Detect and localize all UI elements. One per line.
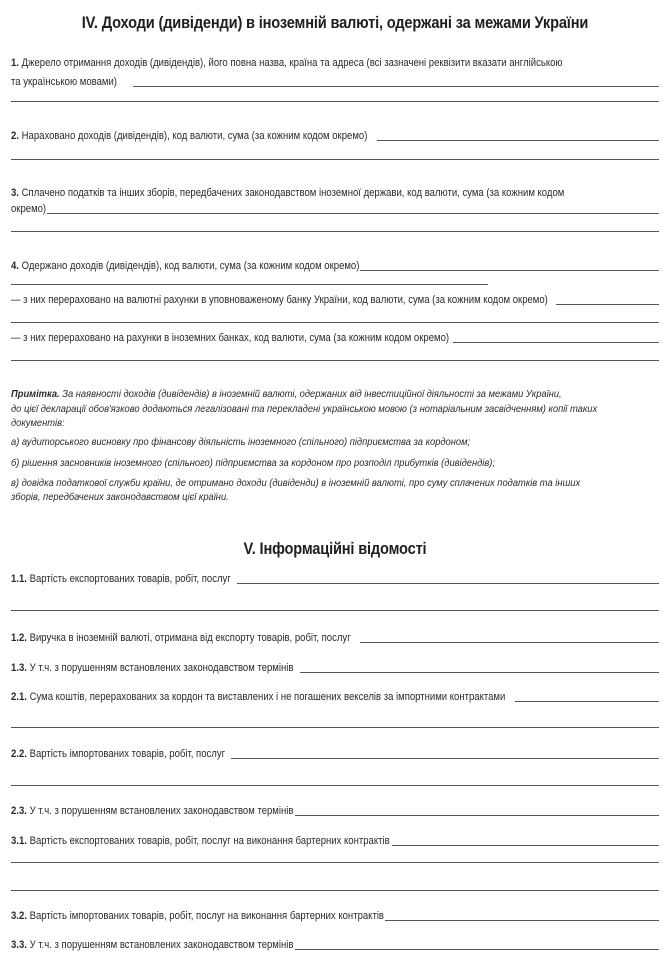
item-5-2-2-input[interactable] xyxy=(231,748,659,759)
item-5-1-2-input[interactable] xyxy=(360,632,659,643)
item-5-2-3-input[interactable] xyxy=(295,805,659,816)
note-item-b: б) рішення засновників іноземного (спільного) підприємства за кордоном про розподіл прибутків (дивідендів); xyxy=(11,458,495,469)
note-label: Примітка. xyxy=(11,389,60,400)
item-4-1-input[interactable] xyxy=(133,76,659,87)
item-5-2-2-field[interactable]: 2.2. Вартість імпортованих товарів, робіт, послуг xyxy=(11,747,659,761)
item-4-4-extra-line[interactable] xyxy=(11,284,488,285)
item-5-1-3-input[interactable] xyxy=(300,662,659,673)
item-5-2-2-extra-line[interactable] xyxy=(11,785,659,786)
item-5-2-1-field[interactable]: 2.1. Сума коштів, перерахованих за кордон та виставлених і не погашених векселів за імпортними контрактами xyxy=(11,690,659,704)
item-4-3-label-line1: 3. Сплачено податків та інших зборів, передбачених законодавством іноземної держави, код валюти, сума (за кожним кодом xyxy=(11,187,565,199)
item-number: 1. xyxy=(11,57,19,69)
item-5-3-3-field[interactable]: 3.3. У т.ч. з порушенням встановлених законодавством термінів xyxy=(11,938,659,952)
note-line-2: до цієї декларації обов'язково додаються легалізовані та перекладені українською мовою (з нотаріальним засвідченням) копії таких xyxy=(11,404,598,415)
item-4-4-sub1-input[interactable] xyxy=(556,294,660,305)
item-4-4-sub1-field[interactable]: — з них перераховано на валютні рахунки в уповноваженому банку України, код валюти, сума (за кожним кодом окремо) xyxy=(11,293,659,307)
note-line-3: документів: xyxy=(11,418,65,429)
item-5-2-3-field[interactable]: 2.3. У т.ч. з порушенням встановлених законодавством термінів xyxy=(11,804,659,818)
item-4-4-field[interactable]: 4. Одержано доходів (дивідендів), код валюти, сума (за кожним кодом окремо) xyxy=(11,259,659,273)
item-5-3-1-extra-line-2[interactable] xyxy=(11,890,659,891)
item-4-3-field[interactable]: окремо) xyxy=(11,202,659,216)
item-5-2-1-input[interactable] xyxy=(515,691,659,702)
item-5-2-1-extra-line[interactable] xyxy=(11,727,659,728)
item-4-3-input[interactable] xyxy=(47,203,659,214)
note-item-c-line1: в) довідка податкової служби країни, де отримано доходи (дивіденди) в іноземній валюті, про суму сплачених податків та інших xyxy=(11,478,581,489)
note-item-c-line2: зборів, передбачених законодавством цієї країни. xyxy=(11,492,229,503)
section-4-title: IV. Доходи (дивіденди) в іноземній валюті, одержані за межами України xyxy=(81,13,589,32)
item-5-1-3-field[interactable]: 1.3. У т.ч. з порушенням встановлених законодавством термінів xyxy=(11,661,659,675)
item-5-3-3-input[interactable] xyxy=(295,939,659,950)
item-5-3-2-field[interactable]: 3.2. Вартість імпортованих товарів, робіт, послуг на виконання бартерних контрактів xyxy=(11,909,659,923)
item-4-2-field[interactable]: 2. Нараховано доходів (дивідендів), код валюти, сума (за кожним кодом окремо) xyxy=(11,129,659,143)
item-4-4-input[interactable] xyxy=(360,260,659,271)
section-5-title: V. Інформаційні відомості xyxy=(243,539,427,558)
item-5-3-1-input[interactable] xyxy=(392,835,659,846)
note-item-a: а) аудиторського висновку про фінансову діяльність іноземного (спільного) підприємства за кордоном; xyxy=(11,437,471,448)
item-4-2-extra-line[interactable] xyxy=(11,159,659,160)
item-4-1-field[interactable]: та українською мовами) xyxy=(11,75,659,89)
item-5-3-1-field[interactable]: 3.1. Вартість експортованих товарів, робіт, послуг на виконання бартерних контрактів xyxy=(11,834,659,848)
note-line-1: Примітка. За наявності доходів (дивідендів) в іноземній валюті, одержаних від інвестиційної діяльності за межами України, xyxy=(11,389,562,400)
item-5-1-1-input[interactable] xyxy=(237,573,659,584)
item-4-4-sub2-input[interactable] xyxy=(453,332,659,343)
item-4-4-sub2-field[interactable]: — з них перераховано на рахунки в іноземних банках, код валюти, сума (за кожним кодом окремо) xyxy=(11,331,659,345)
item-5-1-2-field[interactable]: 1.2. Виручка в іноземній валюті, отримана від експорту товарів, робіт, послуг xyxy=(11,631,659,645)
item-5-1-1-field[interactable]: 1.1. Вартість експортованих товарів, робіт, послуг xyxy=(11,572,659,586)
item-4-4-sub2-extra-line[interactable] xyxy=(11,360,659,361)
item-4-4-sub1-extra-line[interactable] xyxy=(11,322,659,323)
item-4-2-input[interactable] xyxy=(377,130,659,141)
item-5-1-1-extra-line[interactable] xyxy=(11,610,659,611)
item-5-3-2-input[interactable] xyxy=(385,910,659,921)
item-4-1-label-line1: 1. Джерело отримання доходів (дивідендів), його повна назва, країна та адреса (всі зазначені реквізити вказати англійською xyxy=(11,57,563,69)
item-5-3-1-extra-line-1[interactable] xyxy=(11,862,659,863)
item-4-1-extra-line[interactable] xyxy=(11,101,659,102)
item-4-3-extra-line[interactable] xyxy=(11,231,659,232)
